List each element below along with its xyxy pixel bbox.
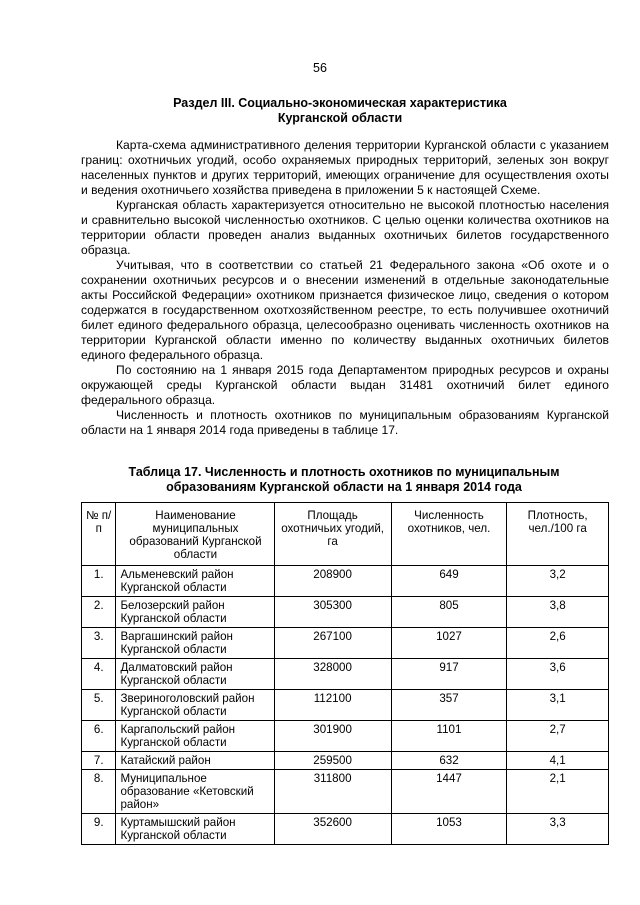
table-row: [82, 721, 609, 752]
table-title-line-1: Таблица 17. Численность и плотность охотников по муниципальным: [128, 465, 560, 479]
cell-num: 2.: [82, 597, 116, 628]
cell-num: 5.: [82, 690, 116, 721]
cell-density: 3,6: [507, 659, 609, 690]
cell-name: Куртамышский район Курганской области: [116, 814, 274, 845]
cell-density: 3,1: [507, 690, 609, 721]
cell-area: 311800: [274, 770, 391, 814]
cell-hunters: 649: [391, 566, 507, 597]
cell-name: Каргапольский район Курганской области: [116, 721, 274, 752]
cell-hunters: 1447: [391, 770, 507, 814]
cell-density: 2,1: [507, 770, 609, 814]
header-num: № п/п: [82, 503, 116, 566]
table-row: [82, 597, 609, 628]
paragraph: Численность и плотность охотников по муниципальным образованиям Курганской области на 1 января 2014 года приведены в таблице 17.: [81, 408, 609, 437]
cell-density: 3,8: [507, 597, 609, 628]
cell-num: 9.: [82, 814, 116, 845]
table-title: [80, 465, 608, 495]
cell-hunters: 1101: [391, 721, 507, 752]
header-density: Плотность, чел./100 га: [507, 503, 609, 566]
body-text: [81, 138, 609, 438]
cell-density: 3,3: [507, 814, 609, 845]
section-title-line-2: Курганской области: [277, 111, 403, 125]
cell-area: 259500: [274, 752, 391, 770]
cell-name: Альменевский район Курганской области: [116, 566, 274, 597]
cell-name: Белозерский район Курганской области: [116, 597, 274, 628]
section-title-line-1: Раздел III. Социально-экономическая характеристика: [173, 96, 507, 110]
cell-density: 2,7: [507, 721, 609, 752]
cell-num: 1.: [82, 566, 116, 597]
table-row: [82, 814, 609, 845]
cell-density: 2,6: [507, 628, 609, 659]
cell-num: 7.: [82, 752, 116, 770]
cell-hunters: 1053: [391, 814, 507, 845]
cell-density: 4,1: [507, 752, 609, 770]
cell-name: Катайский район: [116, 752, 274, 770]
cell-area: 328000: [274, 659, 391, 690]
table-row: [82, 659, 609, 690]
cell-area: 352600: [274, 814, 391, 845]
paragraph: Курганская область характеризуется относительно не высокой плотностью населения и сравнительно высокой численностью охотников. С целью оценки количества охотников на территории области проведен анализ выданных охотничьих билетов государственного образца.: [81, 198, 609, 257]
page-number: 56: [313, 61, 327, 75]
header-name: Наименование муниципальных образований Курганской области: [116, 503, 274, 566]
cell-hunters: 805: [391, 597, 507, 628]
cell-name: Далматовский район Курганской области: [116, 659, 274, 690]
table-header-row: [82, 503, 609, 566]
cell-area: 301900: [274, 721, 391, 752]
section-title: [80, 96, 600, 126]
table-row: [82, 628, 609, 659]
paragraph: По состоянию на 1 января 2015 года Департаментом природных ресурсов и охраны окружающей среды Курганской области выдан 31481 охотничий билет единого федерального образца.: [81, 363, 609, 407]
header-hunters: Численность охотников, чел.: [391, 503, 507, 566]
cell-area: 267100: [274, 628, 391, 659]
cell-name: Звериноголовский район Курганской области: [116, 690, 274, 721]
header-area: Площадь охотничьих угодий, га: [274, 503, 391, 566]
table-body: [82, 566, 609, 845]
cell-num: 6.: [82, 721, 116, 752]
hunters-table: [81, 502, 609, 845]
cell-area: 208900: [274, 566, 391, 597]
cell-name: Муниципальное образование «Кетовский район»: [116, 770, 274, 814]
table-row: [82, 752, 609, 770]
cell-name: Варгашинский район Курганской области: [116, 628, 274, 659]
cell-hunters: 632: [391, 752, 507, 770]
cell-area: 305300: [274, 597, 391, 628]
cell-num: 8.: [82, 770, 116, 814]
cell-density: 3,2: [507, 566, 609, 597]
cell-area: 112100: [274, 690, 391, 721]
table-row: [82, 690, 609, 721]
cell-hunters: 357: [391, 690, 507, 721]
paragraph: Учитывая, что в соответствии со статьей 21 Федерального закона «Об охоте и о сохранении охотничьих ресурсов и о внесении изменений в отдельные законодательные акты Российской Федерации» охотником признается физическое лицо, сведения о котором содержатся в государственном охотхозяйственном реестре, то есть получившее охотничий билет единого федерального образца, целесообразно оценивать численность охотников на территории Курганской области именно по количеству выданных охотничьих билетов единого федерального образца.: [81, 258, 609, 362]
table-row: [82, 566, 609, 597]
cell-num: 3.: [82, 628, 116, 659]
table-row: [82, 770, 609, 814]
cell-hunters: 917: [391, 659, 507, 690]
cell-hunters: 1027: [391, 628, 507, 659]
cell-num: 4.: [82, 659, 116, 690]
paragraph: Карта-схема административного деления территории Курганской области с указанием границ: охотничьих угодий, особо охраняемых природных территорий, зеленых зон вокруг населенных пунктов и других территорий, имеющих ограничение для осуществления охоты и ведения охотничьего хозяйства приведена в приложении 5 к настоящей Схеме.: [81, 138, 609, 197]
table-title-line-2: образованиям Курганской области на 1 января 2014 года: [166, 480, 522, 494]
